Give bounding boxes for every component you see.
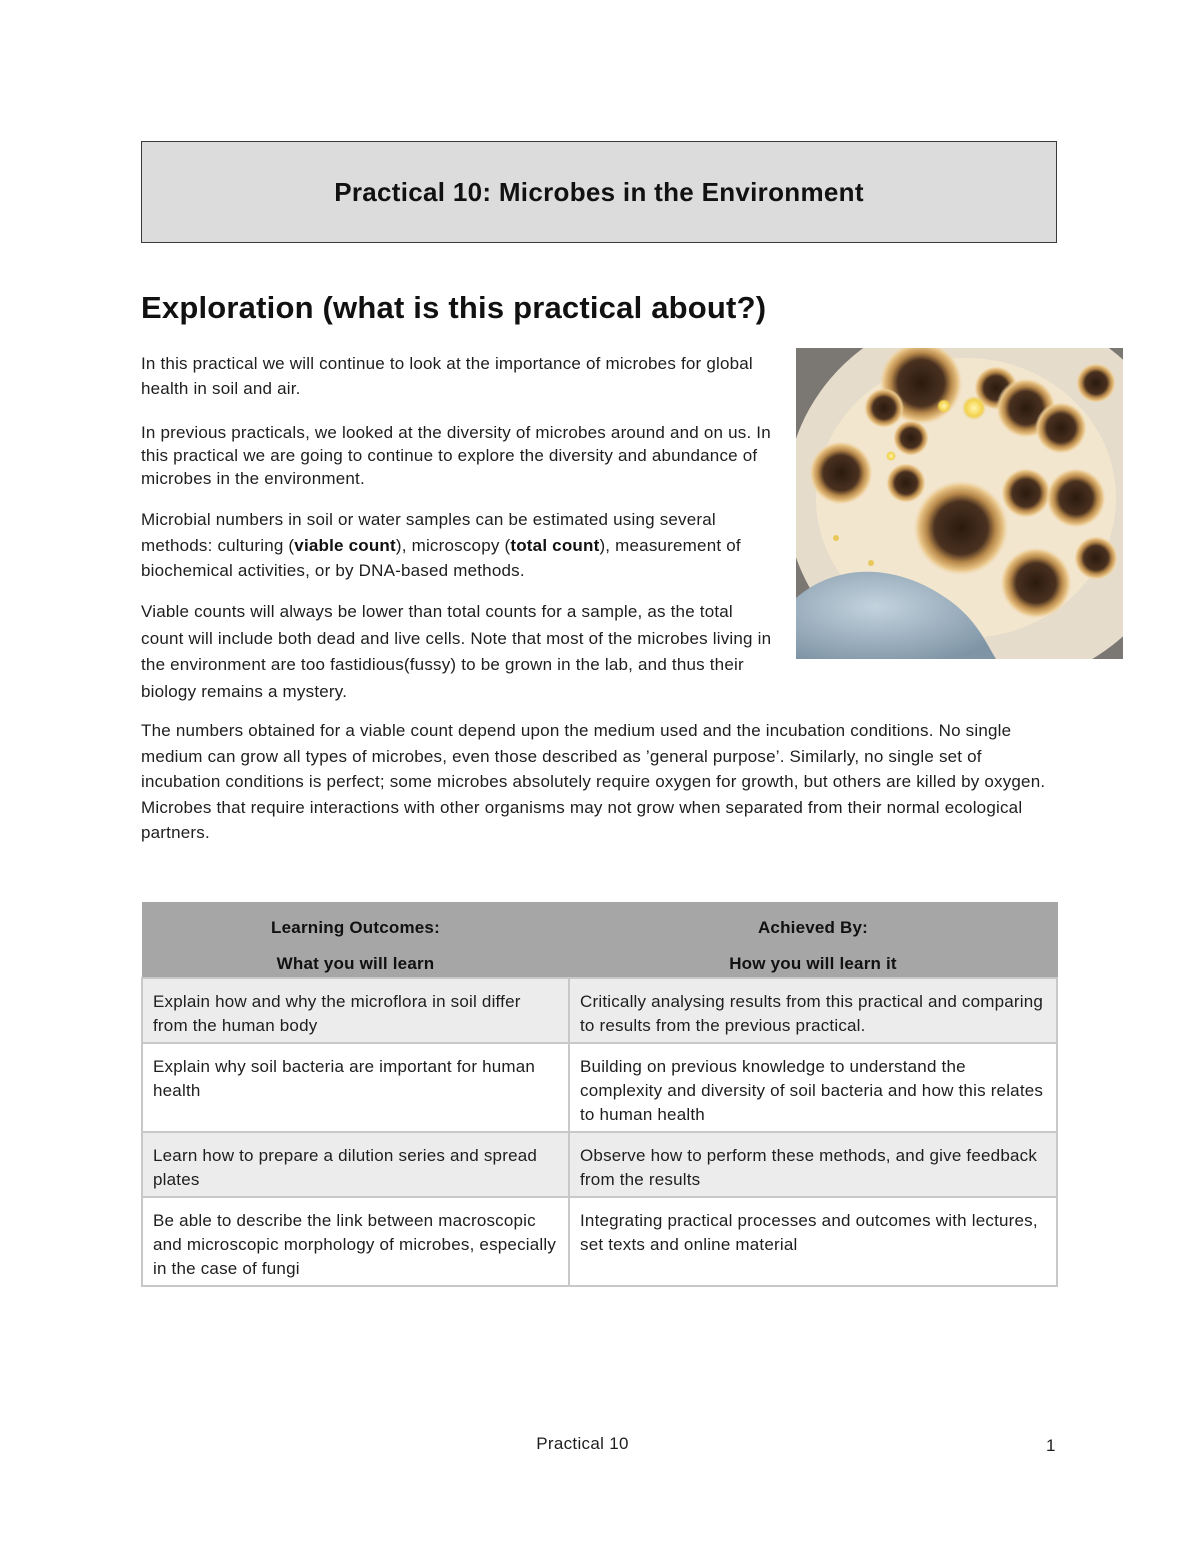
page-title: Practical 10: Microbes in the Environment [334, 176, 864, 207]
methods-paragraph [141, 507, 776, 584]
table-header-row [142, 903, 1057, 979]
table-row [142, 978, 1057, 1043]
learning-outcomes-table [141, 902, 1058, 1287]
table-row [142, 1197, 1057, 1286]
table-row [142, 1043, 1057, 1132]
header-achieved-by-subtitle: How you will learn it [729, 954, 897, 973]
medium-paragraph: The numbers obtained for a viable count depend upon the medium used and the incubation conditions. No single medium can grow all types of microbes, even those described as ’general purpose’. Similarly, no single set of incubation conditions is perfect; some microbes absolutely require oxygen for growth, but others are killed by oxygen. Microbes that require interactions with other organisms may not grow when separated from their normal ecological partners. [141, 721, 1046, 842]
outcome-cell: Learn how to prepare a dilution series and spread plates [142, 1132, 569, 1197]
petri-dish-photo [796, 348, 1123, 659]
total-count-term: total count [510, 535, 600, 555]
outcome-cell: Explain why soil bacteria are important for human health [142, 1043, 569, 1132]
intro-paragraph: In this practical we will continue to look at the importance of microbes for global health in soil and air. [141, 354, 753, 398]
footer-label: Practical 10 [536, 1434, 629, 1453]
methods-text-a: Microbial numbers in soil or water samples can be estimated using several methods: culturing ( [141, 510, 716, 555]
outcome-cell: Explain how and why the microflora in soil differ from the human body [142, 978, 569, 1043]
page-number: 1 [1046, 1436, 1056, 1455]
previous-practicals-paragraph: In previous practicals, we looked at the diversity of microbes around and on us. In this practical we are going to continue to explore the diversity and abundance of microbes in the environment. [141, 423, 771, 488]
achieved-cell: Observe how to perform these methods, and give feedback from the results [569, 1132, 1057, 1197]
header-achieved-by-title: Achieved By: [757, 918, 869, 937]
header-learning-outcomes-subtitle: What you will learn [276, 954, 435, 973]
header-learning-outcomes [142, 903, 569, 979]
achieved-cell: Building on previous knowledge to understand the complexity and diversity of soil bacteria and how this relates to human health [569, 1043, 1057, 1132]
achieved-cell: Integrating practical processes and outcomes with lectures, set texts and online material [569, 1197, 1057, 1286]
outcome-cell: Be able to describe the link between macroscopic and microscopic morphology of microbes, especially in the case of fungi [142, 1197, 569, 1286]
header-learning-outcomes-title: Learning Outcomes: [271, 918, 440, 937]
table-row [142, 1132, 1057, 1197]
viable-counts-paragraph: Viable counts will always be lower than total counts for a sample, as the total count will include both dead and live cells. Note that most of the microbes living in the environment are too fastidious(fussy) to be grown in the lab, and thus their biology remains a mystery. [141, 602, 772, 701]
methods-text-d: ), measurement of biochemical activities, or by DNA-based methods. [141, 535, 741, 580]
methods-text-c: ), microscopy ( [395, 535, 511, 555]
title-box [141, 141, 1057, 243]
section-heading: Exploration (what is this practical about?) [141, 290, 767, 325]
achieved-cell: Critically analysing results from this practical and comparing to results from the previous practical. [569, 978, 1057, 1043]
header-achieved-by [569, 903, 1057, 979]
viable-count-term: viable count [294, 535, 396, 555]
petri-dish-illustration [796, 348, 1123, 659]
